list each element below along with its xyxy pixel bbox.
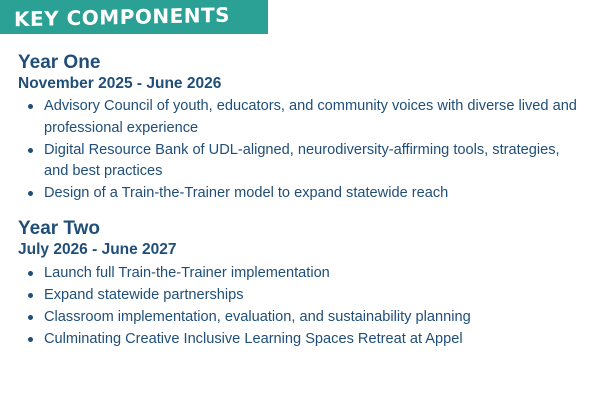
section-title: Year Two — [18, 218, 101, 240]
bullet-list — [18, 96, 584, 204]
list-item — [18, 329, 584, 350]
bullet-dot-icon — [28, 191, 33, 196]
list-item — [18, 285, 584, 306]
section-year-one — [18, 52, 584, 204]
section-title: Year One — [18, 52, 101, 73]
list-item-label: Expand statewide partnerships — [44, 286, 244, 303]
bullet-dot-icon — [28, 293, 33, 298]
list-item — [18, 263, 584, 284]
list-item — [18, 307, 584, 328]
section-dates: July 2026 - June 2027 — [18, 241, 177, 259]
section-dates: November 2025 - June 2026 — [18, 74, 222, 92]
section-year-two — [18, 218, 584, 350]
list-item-label: Design of a Train-the-Trainer model to expand statewide reach — [44, 185, 449, 202]
bullet-dot-icon — [28, 315, 33, 320]
list-item — [18, 96, 584, 138]
header-banner — [0, 0, 268, 34]
bullet-dot-icon — [28, 148, 33, 153]
list-item — [18, 140, 584, 182]
page-title: KEY COMPONENTS — [14, 2, 231, 32]
bullet-list — [18, 263, 584, 351]
bullet-dot-icon — [28, 337, 33, 342]
bullet-dot-icon — [28, 271, 33, 276]
bullet-dot-icon — [28, 104, 33, 109]
content-area — [18, 52, 584, 356]
list-item-label: Digital Resource Bank of UDL-aligned, neurodiversity-affirming tools, strategies, and best practices — [44, 141, 560, 179]
list-item-label: Culminating Creative Inclusive Learning Spaces Retreat at Appel — [44, 331, 463, 348]
list-item-label: Advisory Council of youth, educators, and community voices with diverse lived and professional experience — [44, 98, 577, 136]
list-item-label: Classroom implementation, evaluation, and sustainability planning — [44, 308, 471, 325]
list-item — [18, 183, 584, 204]
list-item-label: Launch full Train-the-Trainer implementation — [44, 264, 330, 281]
